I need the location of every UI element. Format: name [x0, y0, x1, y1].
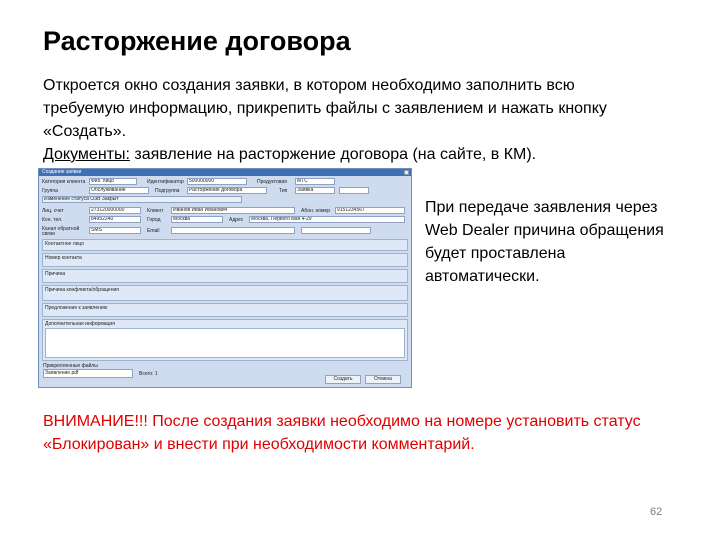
- contact-number-section[interactable]: [42, 253, 408, 267]
- field-label: Канал обратной связи: [42, 226, 80, 237]
- intro-text: [43, 74, 693, 166]
- close-icon[interactable]: [404, 170, 409, 175]
- documents-label: Документы:: [43, 146, 130, 163]
- account-input[interactable]: 273120000000: [89, 207, 141, 214]
- field-label: Абон. номер: [301, 208, 331, 214]
- identifier-input[interactable]: 500000000: [187, 178, 247, 185]
- additional-info-textarea[interactable]: [45, 328, 405, 358]
- field-label: Категория клиента: [42, 179, 86, 185]
- documents-line: [43, 143, 693, 166]
- field-label: Тип: [279, 188, 288, 194]
- field-label: Email: [147, 228, 160, 234]
- city-input[interactable]: Москва: [171, 216, 223, 223]
- extra-input[interactable]: [301, 227, 371, 234]
- reason-section[interactable]: [42, 269, 408, 283]
- request-form-screenshot: [38, 168, 412, 388]
- form-titlebar: [39, 169, 411, 176]
- create-button[interactable]: Создать: [325, 375, 361, 384]
- field-label: Город: [147, 217, 161, 223]
- client-category-select[interactable]: Физ. лицо: [89, 178, 137, 185]
- section-label: Контактное лицо: [45, 241, 85, 247]
- section-label: Номер контакта: [45, 255, 82, 261]
- attachment-file[interactable]: Заявление.pdf: [43, 369, 133, 378]
- field-label: Клиент: [147, 208, 164, 214]
- status-change-bar: Изменение статуса ОЗВ Закрыт: [42, 196, 242, 203]
- feedback-channel-select[interactable]: SMS: [89, 227, 141, 234]
- cancel-button[interactable]: Отмена: [365, 375, 401, 384]
- web-dealer-note: При передаче заявления через Web Dealer причина обращения будет проставлена автоматически.: [425, 199, 664, 285]
- section-label: Дополнительная информация: [45, 321, 115, 327]
- group-select[interactable]: Обслуживание: [89, 187, 149, 194]
- intro-line: Откроется окно создания заявки, в котором необходимо заполнить всю: [43, 77, 575, 94]
- attachments-count: Всего: 1: [139, 371, 158, 377]
- contact-person-section[interactable]: [42, 239, 408, 251]
- field-label: Группа: [42, 188, 58, 194]
- product-select[interactable]: МТС: [295, 178, 335, 185]
- field-label: Лиц. счет: [42, 208, 64, 214]
- field-label: Кон. тел.: [42, 217, 63, 223]
- subscriber-number-input[interactable]: 9151234567: [335, 207, 405, 214]
- section-label: Предложение к заявлению: [45, 305, 108, 311]
- page-number: 62: [650, 506, 663, 518]
- intro-line: «Создать».: [43, 123, 127, 140]
- client-input[interactable]: Иванов Иван Иванович: [171, 207, 295, 214]
- intro-line: требуемую информацию, прикрепить файлы с заявлением и нажать кнопку: [43, 100, 607, 117]
- section-label: Причина: [45, 271, 66, 277]
- extra-select[interactable]: [339, 187, 369, 194]
- warning-text: ВНИМАНИЕ!!! После создания заявки необходимо на номере установить статус «Блокирован» и внести при необходимости комментарий.: [43, 413, 641, 453]
- section-label: Причина конфликта/обращения: [45, 287, 119, 293]
- attachments-label: Прикрепленные файлы: [43, 363, 98, 369]
- contact-phone-input[interactable]: 84952240: [89, 216, 141, 223]
- documents-text: заявление на расторжение договора (на сайте, в КМ).: [129, 146, 537, 163]
- field-label: Адрес: [229, 217, 244, 223]
- email-input[interactable]: [171, 227, 295, 234]
- field-label: Продуктовая: [257, 179, 287, 185]
- subgroup-select[interactable]: Расторжение договора: [187, 187, 267, 194]
- field-label: Идентификатор: [147, 179, 184, 185]
- additional-info-section: [42, 319, 408, 361]
- form-window-title: Создание заявки: [42, 169, 82, 175]
- suggestion-section[interactable]: [42, 303, 408, 317]
- cause-section[interactable]: [42, 285, 408, 301]
- slide-title: Расторжение договора: [43, 26, 351, 56]
- field-label: Подгруппа: [155, 188, 180, 194]
- address-input[interactable]: Москва, Первого мая 4-29: [249, 216, 405, 223]
- type-select[interactable]: Заявка: [295, 187, 335, 194]
